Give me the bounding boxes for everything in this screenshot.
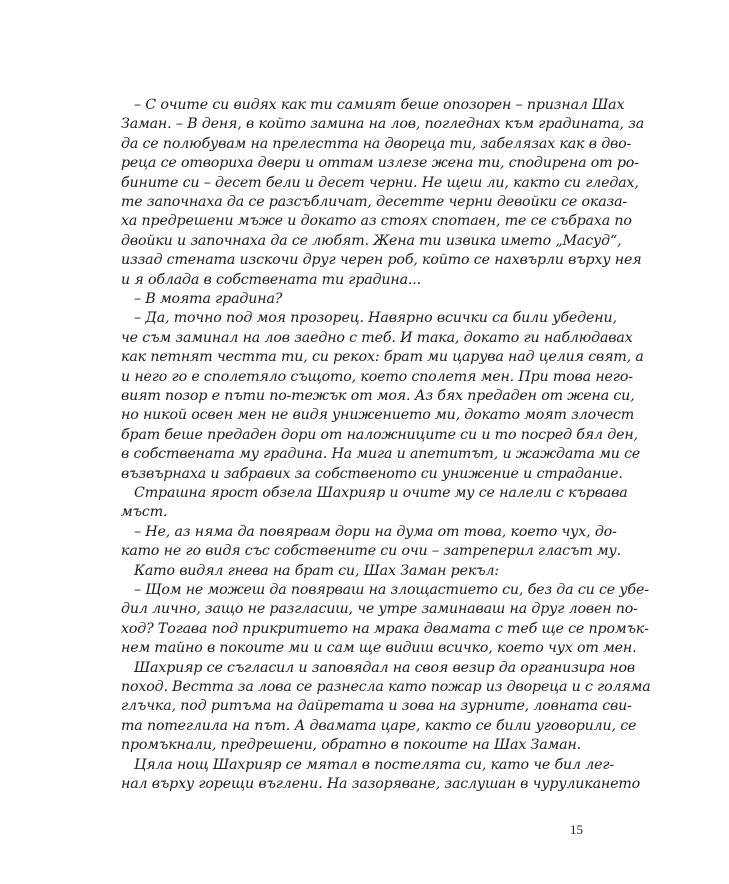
text-line: и я облада в собствената ти градина... <box>121 271 421 288</box>
text-line: двойки и започнаха да се любят. Жена ти извика името „Масуд“, <box>121 232 622 249</box>
text-line: възвърнаха и забравих за собственото си унижение и страдание. <box>121 465 623 482</box>
text-line: Цяла нощ Шахрияр се мятал в постелята си, като че бил лег- <box>134 756 615 773</box>
text-line: Шахрияр се съгласил и заповядал на своя везир да организира нов <box>134 659 635 676</box>
text-line: вият позор е пъти по-тежък от моя. Аз бях предаден от жена си, <box>121 388 635 404</box>
text-line: като не го видя със собствените си очи – затреперил гласът му. <box>121 543 621 560</box>
text-line: че съм заминал на лов заедно с теб. И така, докато ги наблюдавах <box>121 329 633 346</box>
text-line: – С очите си видях как ти самият беше опозорен – признал Шах <box>134 97 625 113</box>
text-line: и него го е сполетяло същото, което сполетя мен. При това него- <box>121 368 633 385</box>
text-line: дил лично, защо не разгласиш, че утре заминаваш на друг ловен по- <box>121 601 638 618</box>
text-line: как петнят честта ти, си рекох: брат ми царува над целия свят, а <box>121 349 644 366</box>
text-line: реца се отвориха двери и оттам излезе жена ти, сподирена от ро- <box>121 155 639 172</box>
text-line: бините си – десет бели и десет черни. Не щеш ли, както си гледах, <box>121 174 639 191</box>
text-line: Като видял гнева на брат си, Шах Заман рекъл: <box>134 562 499 579</box>
text-line: нем тайно в покоите ми и сам ще видиш всичко, което чух от мен. <box>121 640 637 657</box>
text-line: брат беше предаден дори от наложниците си и то посред бял ден, <box>121 426 638 443</box>
text-line: но никой освен мен не видя унижението ми, докато моят злочест <box>121 407 635 424</box>
text-line: Заман. – В деня, в който замина на лов, погледнах към градината, за <box>121 116 645 133</box>
text-line: в собствената му градина. На мига и апетитът, и жаждата ми се <box>121 446 641 463</box>
text-line: поход. Вестта за лова се разнесла като пожар из двореца и с голяма <box>121 679 651 695</box>
text-line: – Не, аз няма да повярвам дори на дума от това, което чух, до- <box>134 523 617 540</box>
text-line: те започнаха да се разсъбличат, десетте черни девойки се оказа- <box>121 194 628 210</box>
text-line: ход? Тогава под прикритието на мрака двамата с теб ще се промък- <box>121 620 649 637</box>
text-line: глъчка, под ритъма на дайретата и зова на зурните, ловната сви- <box>121 698 632 715</box>
page-number: 15 <box>570 822 583 837</box>
text-line: промъкнали, предрешени, обратно в покоите на Шах Заман. <box>121 737 582 754</box>
text-line: – В моята градина? <box>134 291 283 307</box>
text-line: та потеглила на път. А двамата царе, както се били уговорили, се <box>121 717 637 734</box>
text-line: Страшна ярост обзела Шахрияр и очите му се налели с кървава <box>134 485 628 501</box>
text-line: нал върху горещи въглени. На зазоряване, заслушан в чуруликането <box>121 776 641 792</box>
text-line: да се полюбувам на прелестта на двореца ти, забелязах как в дво- <box>121 135 632 152</box>
text-line: ха предрешени мъже и докато аз стоях спотаен, те се събраха по <box>121 213 632 230</box>
text-line: мъст. <box>121 504 168 521</box>
text-line: – Щом не можеш да повярваш на злощастието си, без да си се убе- <box>134 582 649 598</box>
text-line: – Да, точно под моя прозорец. Навярно всички са били убедени, <box>134 310 617 327</box>
text-line: иззад стената изскочи друг черен роб, който се нахвърли върху нея <box>121 252 642 269</box>
